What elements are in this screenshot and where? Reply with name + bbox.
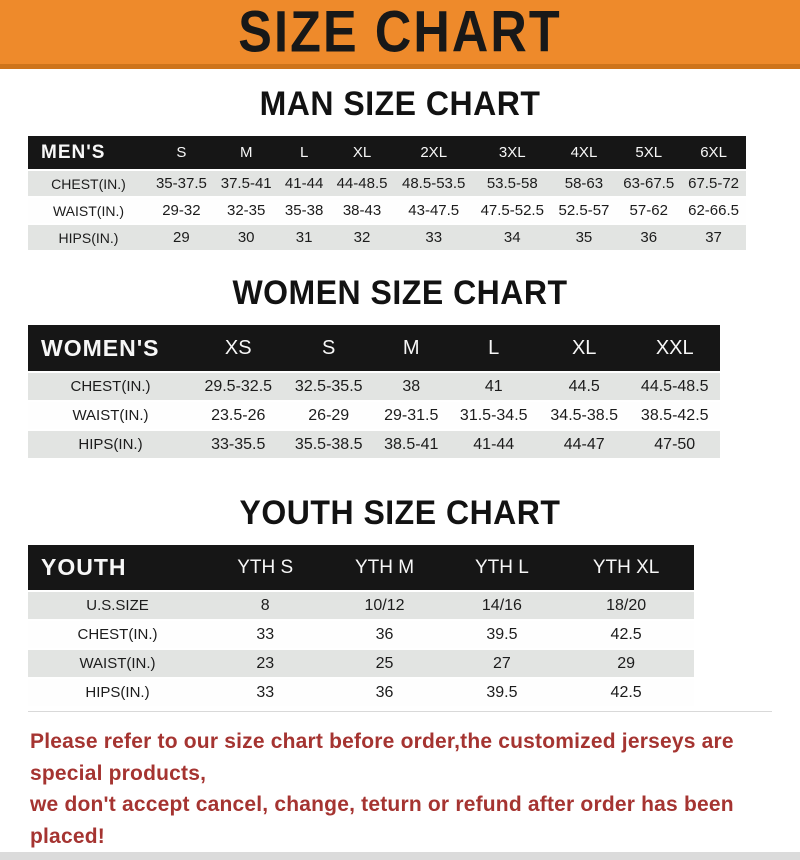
- size-cell: 67.5-72: [681, 171, 746, 196]
- size-cell: 34.5-38.5: [539, 402, 629, 429]
- row-label: WAIST(IN.): [28, 650, 207, 677]
- youth-header-filler: [694, 545, 772, 590]
- row-label: HIPS(IN.): [28, 225, 149, 250]
- women-col-header: XS: [193, 325, 283, 371]
- size-cell: 38: [374, 373, 449, 400]
- size-cell: 41-44: [448, 431, 538, 458]
- size-cell: 62-66.5: [681, 198, 746, 223]
- size-cell: 39.5: [446, 621, 559, 648]
- size-cell: 36: [616, 225, 681, 250]
- size-cell: 10/12: [323, 592, 445, 619]
- section-women: [0, 252, 800, 460]
- women-section-title: WOMEN SIZE CHART: [232, 272, 568, 312]
- men-col-header: L: [279, 136, 330, 169]
- size-cell: 33-35.5: [193, 431, 283, 458]
- size-cell: 53.5-58: [473, 171, 552, 196]
- men-col-header: 6XL: [681, 136, 746, 169]
- women-size-table: [28, 323, 772, 460]
- row-filler: [720, 431, 772, 458]
- section-men: [0, 69, 800, 252]
- row-label: HIPS(IN.): [28, 431, 193, 458]
- size-cell: 35.5-38.5: [283, 431, 373, 458]
- size-cell: 31: [279, 225, 330, 250]
- row-label: CHEST(IN.): [28, 373, 193, 400]
- section-youth: [0, 460, 800, 712]
- row-label: U.S.SIZE: [28, 592, 207, 619]
- size-cell: 8: [207, 592, 323, 619]
- size-cell: 35-37.5: [149, 171, 214, 196]
- row-filler: [694, 679, 772, 706]
- banner: [0, 0, 800, 69]
- row-filler: [720, 402, 772, 429]
- size-cell: 25: [323, 650, 445, 677]
- size-cell: 23: [207, 650, 323, 677]
- men-col-header: 5XL: [616, 136, 681, 169]
- size-cell: 41-44: [279, 171, 330, 196]
- size-cell: 38.5-42.5: [629, 402, 720, 429]
- size-cell: 33: [207, 621, 323, 648]
- disclaimer: [30, 726, 800, 852]
- size-cell: 35-38: [279, 198, 330, 223]
- size-cell: 41: [448, 373, 538, 400]
- size-cell: 42.5: [558, 621, 694, 648]
- size-cell: 23.5-26: [193, 402, 283, 429]
- bottom-strip: [0, 852, 800, 860]
- youth-section-title: YOUTH SIZE CHART: [239, 492, 561, 532]
- size-cell: 27: [446, 650, 559, 677]
- women-chest-row: [28, 373, 772, 400]
- size-cell: 57-62: [616, 198, 681, 223]
- size-cell: 32: [330, 225, 395, 250]
- banner-title: SIZE CHART: [238, 0, 562, 65]
- row-label: WAIST(IN.): [28, 198, 149, 223]
- women-col-header: M: [374, 325, 449, 371]
- size-cell: 47-50: [629, 431, 720, 458]
- row-filler: [694, 621, 772, 648]
- table-bottom-divider: [28, 711, 772, 712]
- size-cell: 63-67.5: [616, 171, 681, 196]
- size-cell: 29-32: [149, 198, 214, 223]
- row-filler: [746, 171, 772, 196]
- women-col-header: XXL: [629, 325, 720, 371]
- size-cell: 37.5-41: [214, 171, 279, 196]
- men-section-title: MAN SIZE CHART: [259, 83, 541, 123]
- women-waist-row: [28, 402, 772, 429]
- youth-col-header: YTH S: [207, 545, 323, 590]
- size-cell: 18/20: [558, 592, 694, 619]
- youth-hips-row: [28, 679, 772, 706]
- size-cell: 33: [394, 225, 473, 250]
- youth-col-header: YTH L: [446, 545, 559, 590]
- women-col-header: L: [448, 325, 538, 371]
- men-col-header: S: [149, 136, 214, 169]
- size-cell: 44-47: [539, 431, 629, 458]
- row-filler: [694, 650, 772, 677]
- row-filler: [694, 592, 772, 619]
- size-cell: 52.5-57: [552, 198, 617, 223]
- size-cell: 37: [681, 225, 746, 250]
- men-col-header: 4XL: [552, 136, 617, 169]
- size-cell: 31.5-34.5: [448, 402, 538, 429]
- youth-header-label: YOUTH: [28, 545, 207, 590]
- size-cell: 26-29: [283, 402, 373, 429]
- row-label: CHEST(IN.): [28, 171, 149, 196]
- size-cell: 44.5-48.5: [629, 373, 720, 400]
- size-cell: 33: [207, 679, 323, 706]
- size-cell: 36: [323, 621, 445, 648]
- men-col-header: XL: [330, 136, 395, 169]
- size-cell: 38-43: [330, 198, 395, 223]
- youth-col-header: YTH XL: [558, 545, 694, 590]
- youth-chest-row: [28, 621, 772, 648]
- men-header-row: [28, 136, 772, 169]
- size-cell: 32.5-35.5: [283, 373, 373, 400]
- size-cell: 44.5: [539, 373, 629, 400]
- size-cell: 48.5-53.5: [394, 171, 473, 196]
- disclaimer-line-1: Please refer to our size chart before order,the customized jerseys are special products,: [30, 730, 734, 785]
- size-cell: 29-31.5: [374, 402, 449, 429]
- size-cell: 44-48.5: [330, 171, 395, 196]
- size-cell: 43-47.5: [394, 198, 473, 223]
- men-size-table: [28, 134, 772, 252]
- disclaimer-line-2: we don't accept cancel, change, teturn or refund after order has been placed!: [30, 793, 734, 848]
- youth-col-header: YTH M: [323, 545, 445, 590]
- row-filler: [720, 373, 772, 400]
- size-cell: 14/16: [446, 592, 559, 619]
- size-cell: 36: [323, 679, 445, 706]
- size-cell: 42.5: [558, 679, 694, 706]
- women-col-header: S: [283, 325, 373, 371]
- men-chest-row: [28, 171, 772, 196]
- men-waist-row: [28, 198, 772, 223]
- men-col-header: 3XL: [473, 136, 552, 169]
- youth-size-table: [28, 543, 772, 708]
- size-cell: 32-35: [214, 198, 279, 223]
- row-label: CHEST(IN.): [28, 621, 207, 648]
- women-header-row: [28, 325, 772, 371]
- size-cell: 35: [552, 225, 617, 250]
- size-cell: 29: [558, 650, 694, 677]
- youth-header-row: [28, 545, 772, 590]
- youth-ussize-row: [28, 592, 772, 619]
- size-cell: 58-63: [552, 171, 617, 196]
- men-hips-row: [28, 225, 772, 250]
- men-header-filler: [746, 136, 772, 169]
- youth-waist-row: [28, 650, 772, 677]
- women-header-filler: [720, 325, 772, 371]
- size-cell: 29: [149, 225, 214, 250]
- row-label: WAIST(IN.): [28, 402, 193, 429]
- men-col-header: 2XL: [394, 136, 473, 169]
- size-cell: 39.5: [446, 679, 559, 706]
- men-col-header: M: [214, 136, 279, 169]
- row-label: HIPS(IN.): [28, 679, 207, 706]
- size-cell: 30: [214, 225, 279, 250]
- row-filler: [746, 225, 772, 250]
- women-header-label: WOMEN'S: [28, 325, 193, 371]
- size-cell: 34: [473, 225, 552, 250]
- size-cell: 29.5-32.5: [193, 373, 283, 400]
- size-cell: 47.5-52.5: [473, 198, 552, 223]
- women-hips-row: [28, 431, 772, 458]
- women-col-header: XL: [539, 325, 629, 371]
- men-header-label: MEN'S: [28, 136, 149, 169]
- size-cell: 38.5-41: [374, 431, 449, 458]
- row-filler: [746, 198, 772, 223]
